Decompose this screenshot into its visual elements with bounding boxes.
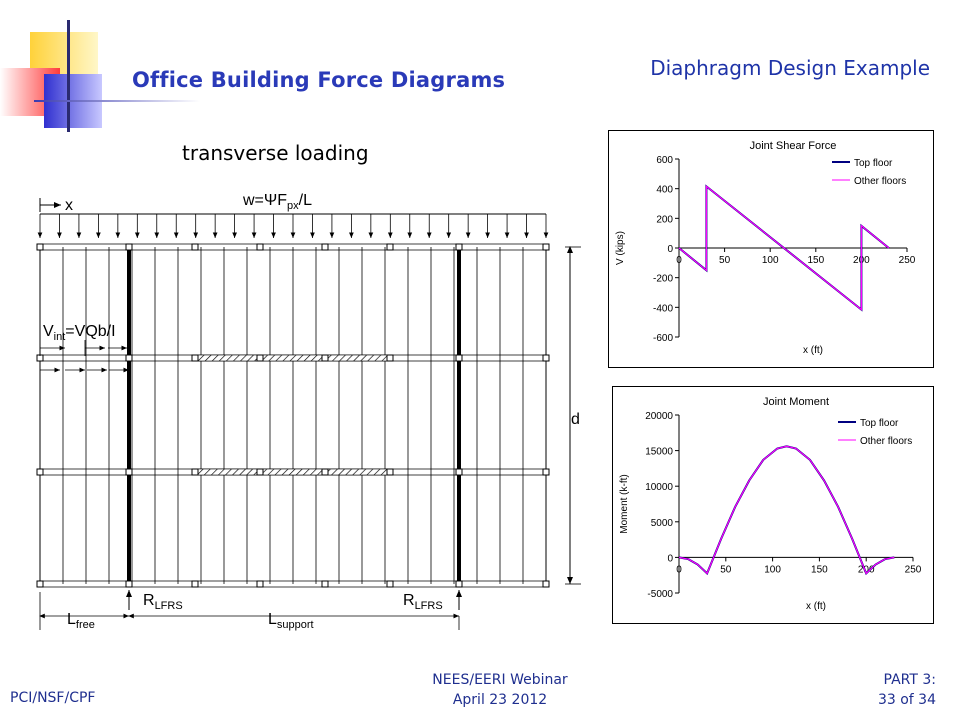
connection-square (192, 469, 198, 475)
x-tick-label: 100 (761, 255, 779, 266)
legend-label: Other floors (860, 436, 913, 447)
x-tick-label: 0 (676, 564, 682, 576)
moment-chart (613, 387, 933, 623)
vint-label: $V_{int}=VQb/I$ (43, 323, 116, 343)
connection-square (387, 581, 393, 587)
y-axis-label: V (kips) (615, 231, 626, 265)
connection-square (456, 244, 462, 250)
l-support-label: $L_{support}$ (268, 611, 314, 631)
connection-square (322, 469, 328, 475)
footer-organization: PCI/NSF/CPF (10, 690, 96, 706)
connection-square (257, 244, 263, 250)
x-tick-label: 150 (811, 564, 828, 576)
y-tick-label: 0 (667, 244, 673, 255)
connection-square (322, 244, 328, 250)
x-label: x (65, 197, 73, 214)
connection-square (543, 581, 549, 587)
connection-square (257, 469, 263, 475)
moment-chart-panel (612, 386, 934, 624)
y-tick-label: 10000 (645, 482, 673, 494)
connection-square (192, 244, 198, 250)
connection-square (37, 469, 43, 475)
connection-square (543, 469, 549, 475)
connection-square (126, 244, 132, 250)
chart-title: Joint Moment (762, 396, 830, 408)
chart-title: Joint Shear Force (749, 140, 837, 152)
footer-webinar-name: NEES/EERI Webinar (432, 672, 568, 688)
y-tick-label: 5000 (650, 517, 673, 529)
r-lfrs-left-label: $R_{LFRS}$ (143, 592, 183, 612)
connection-square (126, 355, 132, 361)
horizontal-rule (34, 100, 200, 102)
legend-label: Other floors (854, 176, 907, 187)
connection-square (126, 469, 132, 475)
y-tick-label: 0 (667, 553, 673, 565)
slide-subtitle: Diaphragm Design Example (650, 56, 930, 80)
footer-webinar-date: April 23 2012 (452, 692, 548, 708)
y-axis-label: Moment (k-ft) (619, 474, 630, 534)
loading-caption: transverse loading (182, 141, 369, 165)
connection-square (322, 355, 328, 361)
connection-square (257, 581, 263, 587)
series-line-other-floors (679, 446, 894, 576)
plan-diagram (25, 180, 595, 635)
footer-webinar (380, 670, 620, 710)
y-tick-label: 600 (656, 155, 673, 166)
connection-square (456, 469, 462, 475)
shear-force-chart-panel (608, 130, 934, 368)
footer-page-number: 33 of 34 (877, 692, 936, 708)
y-tick-label: -5000 (647, 589, 673, 600)
x-tick-label: 200 (857, 564, 875, 576)
y-tick-label: 20000 (645, 411, 673, 422)
connection-square (192, 581, 198, 587)
footer-part: PART 3: (883, 672, 936, 688)
footer-page (878, 670, 936, 710)
x-tick-label: 150 (807, 255, 825, 266)
l-free-label: $L_{free}$ (67, 611, 95, 631)
connection-square (192, 355, 198, 361)
x-axis-label: x (ft) (803, 345, 823, 356)
legend-label: Top floor (860, 418, 899, 429)
connection-square (37, 581, 43, 587)
r-lfrs-right-label: $R_{LFRS}$ (403, 592, 443, 612)
y-tick-label: -200 (652, 273, 673, 285)
connection-square (543, 244, 549, 250)
x-tick-label: 100 (764, 564, 781, 576)
connection-square (387, 355, 393, 361)
x-tick-label: 200 (853, 255, 870, 266)
x-tick-label: 250 (904, 564, 922, 576)
connection-square (387, 244, 393, 250)
shear-force-chart (609, 131, 933, 367)
connection-square (456, 355, 462, 361)
hatched-joint (195, 355, 390, 361)
connection-square (543, 355, 549, 361)
connection-square (387, 469, 393, 475)
legend-label: Top floor (854, 158, 893, 169)
y-tick-label: 400 (656, 184, 673, 196)
x-tick-label: 50 (720, 564, 732, 576)
vertical-rule (67, 20, 70, 132)
connection-square (37, 244, 43, 250)
depth-label: d (571, 411, 580, 428)
slide-title: Office Building Force Diagrams (132, 68, 506, 92)
y-tick-label: -400 (652, 303, 673, 315)
hatched-joint (195, 469, 390, 475)
connection-square (456, 581, 462, 587)
series-line-top-floor (679, 446, 894, 576)
x-axis-label: x (ft) (806, 601, 826, 612)
connection-square (126, 581, 132, 587)
load-label: $w=\Psi F_{px}/L$ (243, 192, 313, 212)
x-tick-label: 250 (898, 255, 916, 266)
y-tick-label: 200 (656, 214, 673, 226)
connection-square (257, 355, 263, 361)
y-tick-label: 15000 (645, 446, 673, 458)
x-tick-label: 0 (676, 255, 682, 266)
connection-square (322, 581, 328, 587)
x-tick-label: 50 (719, 255, 731, 266)
y-tick-label: -600 (652, 333, 673, 344)
